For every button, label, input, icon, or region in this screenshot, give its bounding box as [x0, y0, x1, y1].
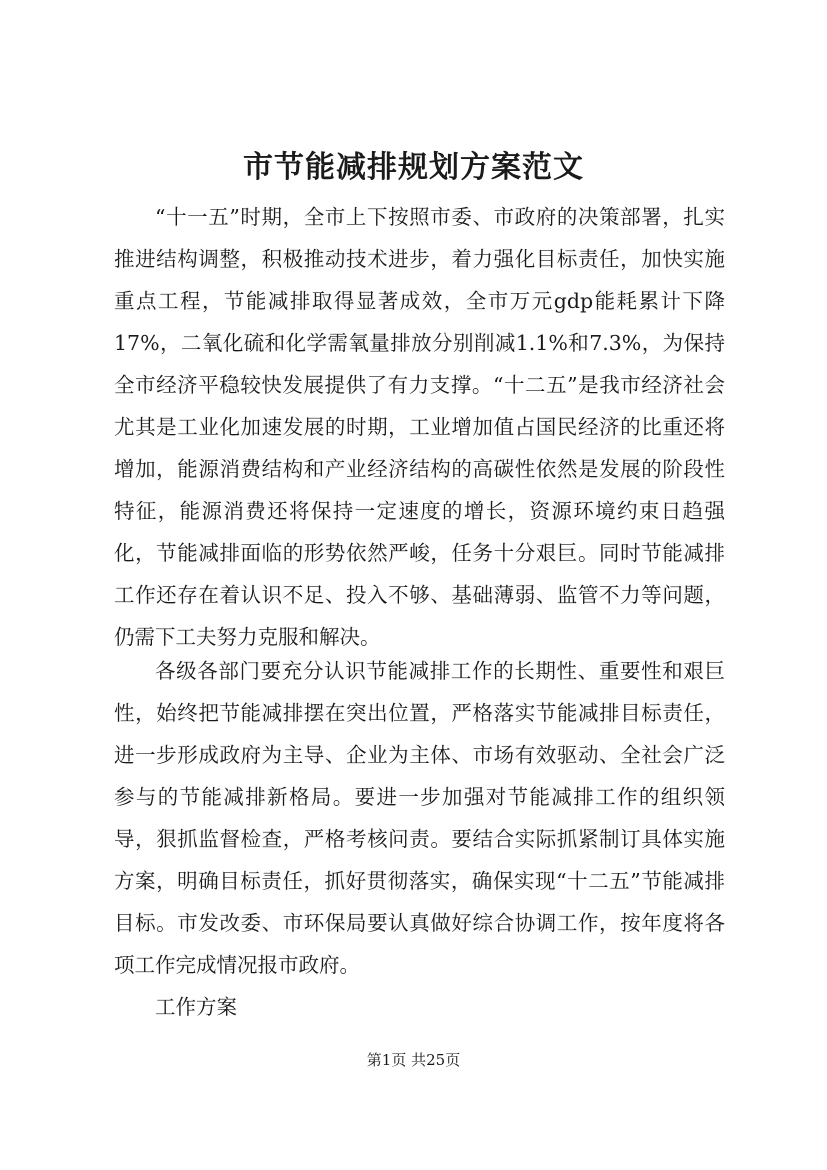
document-title: 市节能减排规划方案范文 — [243, 150, 584, 185]
paragraph-3-heading: 工作方案 — [155, 995, 237, 1019]
paragraph-1: “十一五”时期，全市上下按照市委、市政府的决策部署，扎实推进结构调整，积极推动技术进步，着力强化目标责任，加快实施重点工程，节能减排取得显著成效，全市万元gdp能耗累计下降17%，二氧化硫和化学需氧量排放分别削减1.1%和7.3%，为保持全市经济平稳较快发展提供了有力支撑。“十二五”是我市经济社会尤其是工业化加速发展的时期，工业增加值占国民经济的比重还将增加，能源消费结构和产业经济结构的高碳性依然是发展的阶段性特征，能源消费还将保持一定速度的增长，资源环境约束日趋强化，节能减排面临的形势依然严峻，任务十分艰巨。同时节能减排工作还存在着认识不足、投入不够、基础薄弱、监管不力等问题，仍需下工夫努力克服和解决。 — [114, 205, 725, 649]
page-footer: 第1页 共25页 — [366, 1051, 461, 1069]
paragraph-2: 各级各部门要充分认识节能减排工作的长期性、重要性和艰巨性，始终把节能减排摆在突出位置，严格落实节能减排目标责任，进一步形成政府为主导、企业为主体、市场有效驱动、全社会广泛参与的节能减排新格局。要进一步加强对节能减排工作的组织领导，狠抓监督检查，严格考核问责。要结合实际抓紧制订具体实施方案，明确目标责任，抓好贯彻落实，确保实现“十二五”节能减排目标。市发改委、市环保局要认真做好综合协调工作，按年度将各项工作完成情况报市政府。 — [114, 659, 725, 977]
